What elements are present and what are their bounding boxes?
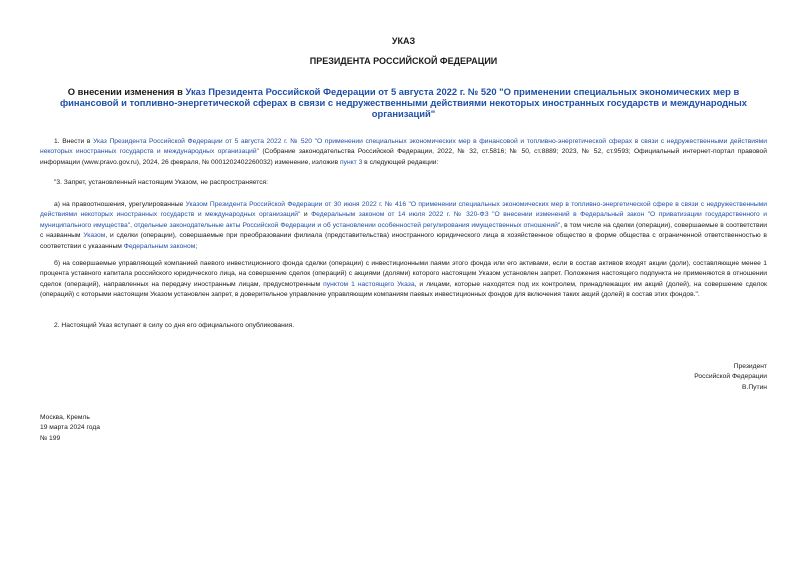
p3-text-3: , в том числе на сделки (операции), совершаемые в соответствии с названным xyxy=(40,221,767,240)
p3-law-link[interactable]: Федеральным законом xyxy=(123,242,196,250)
p3-text-1: а) на правоотношения, урегулированные xyxy=(54,201,186,208)
p1-text-1: 1. Внести в xyxy=(54,138,94,145)
p4-text-2: , и лицами, которые находятся под их контролем, принадлежащих им акций (долей), на совершение сделок (операций) с которыми настоящим Указом установлен запрет, в доверительное управление управляющим компаниям паевых инвестиционных фондов для включения таких акций (долей) в состав этих фондов.". xyxy=(40,280,767,299)
title-prefix: О внесении изменения в xyxy=(67,86,186,97)
signature-name: В.Путин xyxy=(742,383,767,391)
issuer-heading: ПРЕЗИДЕНТА РОССИЙСКОЙ ФЕДЕРАЦИИ xyxy=(309,56,498,66)
signature-country: Российской Федерации xyxy=(694,373,767,381)
document-title xyxy=(40,86,767,119)
p2-text: "3. Запрет, установленный настоящим Указом, не распространяется: xyxy=(54,179,269,186)
p4-point-1-link[interactable]: пунктом 1 настоящего Указа xyxy=(323,280,415,288)
p3-text-4: , и сделки (операции), совершаемые при преобразовании филиала (представительства) иностранного юридического лица в хозяйственное общество в форме общества с ограниченной ответственностью в соответствии с указанным xyxy=(40,232,767,250)
p3-text-5: ; xyxy=(195,242,198,250)
doc-type-heading: УКАЗ xyxy=(391,36,416,46)
date: 19 марта 2024 года xyxy=(40,424,100,432)
place-date-block xyxy=(40,413,100,444)
p1-text-2: (Собрание законодательства Российской Федерации, 2022, № 32, ст.5816; № 50, ст.8889; 2023, № 52, ст.9593; Официальный интернет-портал правовой информации (www.pravo.gov.ru), 2024, 26 февраля, № 0001202402260032) изменение, изложив xyxy=(40,148,767,166)
p1-point-3-link[interactable]: пункт 3 xyxy=(340,158,363,166)
p4-text-1: б) на совершаемые управляющей компанией паевого инвестиционного фонда сделки (операции) с инвестиционными паями этого фонда или его активами, если в состав активов входят акции (доли), составляющие менее 1 процента уставного капитала российского юридического лица, на совершение сделок (операций) с акциями (долями) которого настоящим Указом установлен запрет. Положения настоящего подпункта не применяются в отношении сделок (операций), направленных на передачу иностранным лицам, предусмотренным xyxy=(40,260,767,288)
paragraph-1 xyxy=(40,137,767,168)
p3-text-2: и xyxy=(300,211,312,219)
p3-decree-link[interactable]: Указом xyxy=(83,232,106,240)
paragraph-5 xyxy=(40,321,767,331)
signature-title: Президент xyxy=(733,363,767,370)
p3-decree-416-link[interactable]: Указом Президента Российской Федерации от 30 июня 2022 г. № 416 "О применении специальных экономических мер в топливно-энергетической сфере в связи с недружественными действиями некоторых иностранных государств и международных организаций" xyxy=(40,201,767,219)
paragraph-4 xyxy=(40,259,767,301)
p1-text-3: в следующей редакции: xyxy=(362,158,439,166)
p5-text: 2. Настоящий Указ вступает в силу со дня его официального опубликования. xyxy=(54,322,295,329)
place: Москва, Кремль xyxy=(40,414,90,421)
p1-decree-link[interactable]: Указ Президента Российской Федерации от 5 августа 2022 г. № 520 "О применении специальных экономических мер в финансовой и топливно-энергетической сферах в связи с недружественными действиями некоторых иностранных государств и международных организаций" xyxy=(40,138,767,156)
decree-number: № 199 xyxy=(40,434,61,442)
p3-federal-law-link[interactable]: Федеральным законом от 14 июля 2022 г. № 320-ФЗ "О внесении изменений в Федеральный закон "О приватизации государственного и муниципального имущества", отдельные законодательные акты Российской Федерации и об установлении особенностей регулирования имущественных отношений" xyxy=(40,211,768,229)
signature-block xyxy=(567,362,767,393)
paragraph-3 xyxy=(40,200,767,252)
paragraph-2 xyxy=(40,178,767,188)
title-decree-link[interactable]: Указ Президента Российской Федерации от 5 августа 2022 г. № 520 "О применении специальных экономических мер в финансовой и топливно-энергетической сферах в связи с недружественными действиями некоторых иностранных государств и международных организаций" xyxy=(59,86,748,119)
